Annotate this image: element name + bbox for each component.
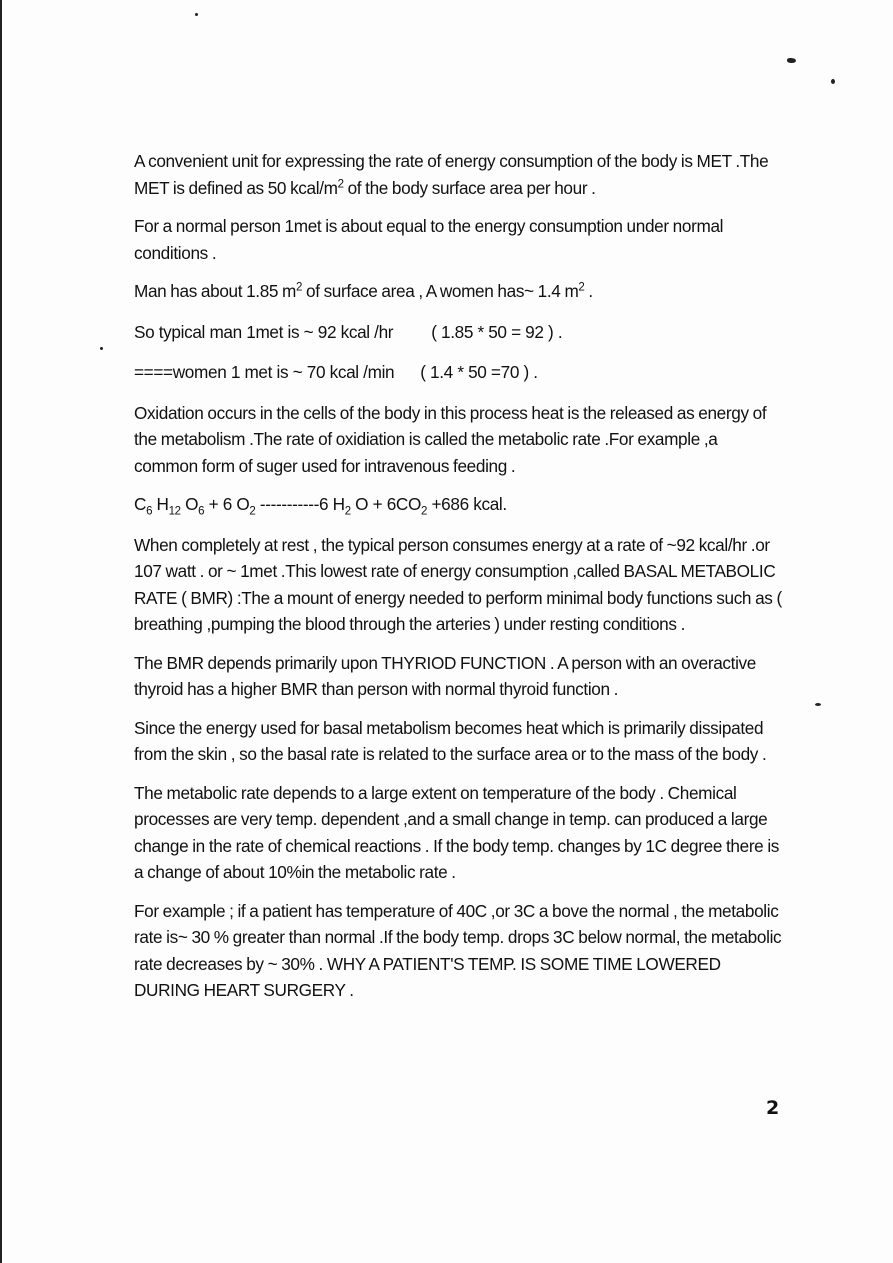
superscript: 2 — [578, 281, 585, 294]
paragraph-surface-area — [134, 278, 784, 305]
subscript: 2 — [344, 505, 351, 518]
subscript: 2 — [249, 505, 256, 518]
text: ====women 1 met is ~ 70 kcal /min — [134, 362, 395, 382]
paragraph-basal-metabolism: Since the energy used for basal metabolism becomes heat which is primarily dissipated from the skin , so the basal rate is related to the surface area or to the mass of the body . — [134, 717, 767, 764]
eq-part: -----------6 H — [255, 494, 345, 514]
eq-part: C — [134, 494, 147, 514]
subscript: 6 — [198, 505, 205, 518]
superscript: 2 — [296, 281, 303, 294]
text: A convenient unit for expressing the rate of energy consumption of the body is MET .The MET is defined as 50 kcal/m — [134, 151, 769, 198]
eq-part: H — [152, 494, 169, 514]
eq-part: +686 kcal. — [427, 494, 507, 514]
document-body — [134, 148, 784, 1016]
subscript: 2 — [421, 505, 428, 518]
scan-speck — [787, 58, 796, 63]
calculation: ( 1.4 * 50 =70 ) . — [420, 362, 538, 382]
scan-left-edge — [0, 0, 2, 1263]
eq-part: O — [180, 494, 199, 514]
paragraph-met-definition — [134, 148, 784, 201]
row-women — [134, 359, 784, 386]
calculation: ( 1.85 * 50 = 92 ) . — [431, 321, 563, 342]
page-number: 2 — [766, 1097, 780, 1119]
paragraph-example-patient: For example ; if a patient has temperature of 40C ,or 3C a bove the normal , the metabolic rate is~ 30 % greater than normal .If the body temp. drops 3C below normal, the metabolic rate decreases by ~ 30% . WHY A PATIENT'S TEMP. IS SOME TIME LOWERED DURING HEART SURGERY . — [134, 900, 782, 1000]
scan-speck — [100, 347, 103, 350]
subscript: 6 — [146, 505, 153, 518]
text: Man has about 1.85 m — [134, 281, 297, 301]
eq-part: + 6 O — [204, 494, 250, 514]
subscript: 12 — [168, 505, 181, 518]
text: So typical man 1met is ~ 92 kcal /hr — [134, 321, 394, 342]
scan-speck — [815, 703, 821, 706]
glucose-oxidation-equation — [134, 491, 784, 518]
row-typical-man — [134, 319, 784, 346]
text: of surface area , A women has~ 1.4 m — [302, 281, 579, 301]
paragraph-temperature: The metabolic rate depends to a large extent on temperature of the body . Chemical processes are very temp. dependent ,and a small change in temp. can produced a large change in the rate of chemical reactions . If the body temp. changes by 1C degree there is a change of about 10%in the metabolic rate . — [134, 782, 780, 882]
eq-part: O + 6CO — [350, 494, 422, 514]
paragraph-normal-person: For a normal person 1met is about equal to the energy consumption under normal conditions . — [134, 216, 724, 263]
paragraph-oxidation: Oxidation occurs in the cells of the body in this process heat is the released as energy of the metabolism .The rate of oxidiation is called the metabolic rate .For example ,a common form of suger used for intravenous feeding . — [134, 402, 767, 476]
text: of the body surface area per hour . — [343, 177, 596, 198]
paragraph-thyroid: The BMR depends primarily upon THYRIOD FUNCTION . A person with an overactive thyroid has a higher BMR than person with normal thyroid function . — [134, 652, 757, 699]
scan-speck — [195, 13, 198, 16]
scan-speck — [831, 79, 835, 84]
paragraph-bmr-definition: When completely at rest , the typical person consumes energy at a rate of ~92 kcal/hr .or 107 watt . or ~ 1met .This lowest rate of energy consumption ,called BASAL METABOLIC RATE ( BMR) :The a mount of energy needed to perform minimal body functions such as ( breathing ,pumping the blood through the arteries ) under resting conditions . — [134, 534, 782, 634]
text: . — [584, 281, 593, 301]
superscript: 2 — [337, 177, 344, 190]
